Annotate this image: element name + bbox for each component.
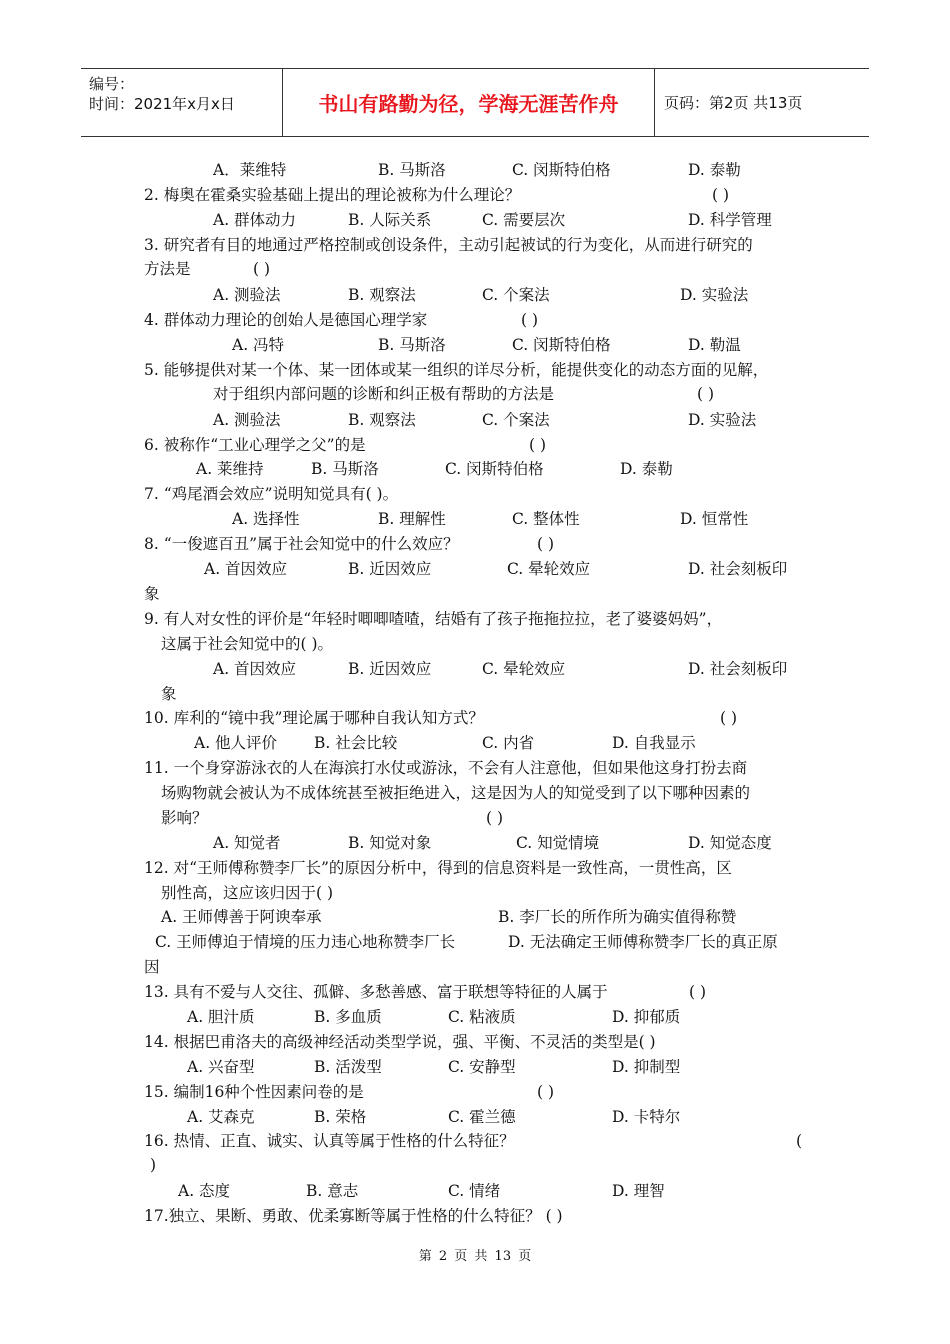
text-line: 别性高，这应该归因于( ): [161, 884, 334, 902]
text-line: 象: [144, 585, 160, 603]
text-line: D. 科学管理: [688, 211, 772, 229]
text-line: A. 莱维持: [196, 460, 264, 478]
text-line: 9. 有人对女性的评价是“年轻时唧唧喳喳，结婚有了孩子拖拖拉拉，老了婆婆妈妈”，: [144, 610, 723, 628]
text-line: 场购物就会被认为不成体统甚至被拒绝进入，这是因为人的知觉受到了以下哪种因素的: [161, 784, 751, 802]
text-line: ( ): [720, 709, 738, 727]
text-line: 5. 能够提供对某一个体、某一团体或某一组织的详尽分析，能提供变化的动态方面的见解，: [144, 361, 769, 379]
text-line: A. 首因效应: [213, 660, 297, 678]
text-line: 17.独立、果断、勇敢、优柔寡断等属于性格的什么特征？ ( ): [144, 1207, 563, 1225]
text-line: (: [796, 1132, 803, 1150]
text-line: C. 内省: [482, 734, 535, 752]
text-line: 11. 一个身穿游泳衣的人在海滨打水仗或游泳，不会有人注意他，但如果他这身打扮去商: [144, 759, 748, 777]
text-line: 3. 研究者有目的地通过严格控制或创设条件，主动引起被试的行为变化，从而进行研究的: [144, 236, 753, 254]
text-line: 16. 热情、正直、诚实、认真等属于性格的什么特征？: [144, 1132, 515, 1150]
text-line: B. 马斯洛: [311, 460, 379, 478]
text-line: A. 态度: [178, 1182, 231, 1200]
text-line: 6. 被称作“工业心理学之父”的是: [144, 436, 366, 454]
text-line: A. 首因效应: [204, 560, 288, 578]
header-meta: [81, 69, 283, 136]
text-line: 这属于社会知觉中的( )。: [161, 635, 334, 653]
text-line: A. 群体动力: [213, 211, 297, 229]
text-line: D. 卡特尔: [612, 1108, 681, 1126]
text-line: B. 人际关系: [348, 211, 432, 229]
header-motto: 书山有路勤为径，学海无涯苦作舟: [283, 69, 655, 136]
page-header: [81, 68, 869, 137]
text-line: C. 整体性: [512, 510, 580, 528]
number-label: 编号：: [89, 75, 135, 93]
text-line: A. 他人评价: [194, 734, 278, 752]
text-line: A. 胆汁质: [187, 1008, 255, 1026]
text-line: 10. 库利的“镜中我”理论属于哪种自我认知方式？: [144, 709, 484, 727]
text-line: 象: [161, 685, 177, 703]
text-line: 12. 对“王师傅称赞李厂长”的原因分析中，得到的信息资料是一致性高，一贯性高，区: [144, 859, 732, 877]
text-line: A．莱维特: [213, 161, 287, 179]
text-line: D. 知觉态度: [688, 834, 772, 852]
text-line: C. 闵斯特伯格: [512, 161, 611, 179]
text-line: C. 王师傅迫于情境的压力违心地称赞李厂长: [155, 933, 456, 951]
text-line: C. 粘液质: [448, 1008, 516, 1026]
text-line: 8. “一俊遮百丑”属于社会知觉中的什么效应？: [144, 535, 459, 553]
text-line: 对于组织内部问题的诊断和纠正极有帮助的方法是: [213, 385, 555, 403]
text-line: D. 无法确定王师傅称赞李厂长的真正原: [508, 933, 778, 951]
text-line: B. 观察法: [348, 411, 416, 429]
text-line: D. 社会刻板印: [688, 560, 788, 578]
text-line: A. 知觉者: [213, 834, 281, 852]
text-line: ( ): [697, 385, 715, 403]
text-line: C. 情绪: [448, 1182, 501, 1200]
text-line: D. 实验法: [688, 411, 757, 429]
header-page-info: 页码：第2页 共13页: [664, 94, 803, 112]
text-line: C. 闵斯特伯格: [445, 460, 544, 478]
text-line: A. 测验法: [213, 286, 281, 304]
text-line: D. 自我显示: [612, 734, 696, 752]
text-line: C. 霍兰德: [448, 1108, 516, 1126]
text-line: 2. 梅奥在霍桑实验基础上提出的理论被称为什么理论？: [144, 186, 521, 204]
text-line: 14. 根据巴甫洛夫的高级神经活动类型学说，强、平衡、不灵活的类型是( ): [144, 1033, 656, 1051]
text-line: ( ): [529, 436, 547, 454]
text-line: C. 晕轮效应: [507, 560, 591, 578]
text-line: ( ): [521, 311, 539, 329]
text-line: A. 王师傅善于阿谀奉承: [161, 908, 322, 926]
text-line: 影响？: [161, 809, 208, 827]
text-line: ( ): [537, 1083, 555, 1101]
text-line: B. 知觉对象: [348, 834, 432, 852]
text-line: B. 活泼型: [314, 1058, 382, 1076]
text-line: A. 测验法: [213, 411, 281, 429]
text-line: B. 社会比较: [314, 734, 398, 752]
text-line: ( ): [253, 260, 271, 278]
text-line: ( ): [689, 983, 707, 1001]
text-line: ): [150, 1156, 157, 1174]
text-line: B. 近因效应: [348, 560, 432, 578]
text-line: B. 荣格: [314, 1108, 367, 1126]
text-line: A. 艾森克: [187, 1108, 255, 1126]
page-footer: 第 2 页 共 13 页: [418, 1249, 532, 1264]
text-line: D. 理智: [612, 1182, 665, 1200]
text-line: C. 晕轮效应: [482, 660, 566, 678]
text-line: 4. 群体动力理论的创始人是德国心理学家: [144, 311, 428, 329]
text-line: D. 抑制型: [612, 1058, 681, 1076]
text-line: B. 理解性: [378, 510, 446, 528]
text-line: B. 近因效应: [348, 660, 432, 678]
text-line: C. 需要层次: [482, 211, 566, 229]
text-line: D. 实验法: [680, 286, 749, 304]
text-line: D. 泰勒: [620, 460, 673, 478]
text-line: B. 马斯洛: [378, 161, 446, 179]
text-line: D. 抑郁质: [612, 1008, 681, 1026]
text-line: C. 知觉情境: [516, 834, 600, 852]
text-line: C. 安静型: [448, 1058, 516, 1076]
text-line: C. 闵斯特伯格: [512, 336, 611, 354]
text-line: D. 恒常性: [680, 510, 749, 528]
text-line: D. 泰勒: [688, 161, 741, 179]
date-label: 时间：2021年x月x日: [89, 95, 235, 113]
text-line: B. 意志: [306, 1182, 359, 1200]
text-line: D. 社会刻板印: [688, 660, 788, 678]
text-line: 7. “鸡尾酒会效应”说明知觉具有( )。: [144, 485, 399, 503]
text-line: A. 冯特: [232, 336, 285, 354]
text-line: B. 多血质: [314, 1008, 382, 1026]
text-line: C. 个案法: [482, 411, 550, 429]
text-line: A. 兴奋型: [187, 1058, 255, 1076]
text-line: 方法是: [144, 260, 191, 278]
text-line: B. 观察法: [348, 286, 416, 304]
text-line: ( ): [486, 809, 504, 827]
text-line: B. 马斯洛: [378, 336, 446, 354]
text-line: ( ): [537, 535, 555, 553]
text-line: A. 选择性: [232, 510, 300, 528]
text-line: 因: [144, 958, 160, 976]
text-line: ( ): [712, 186, 730, 204]
text-line: C. 个案法: [482, 286, 550, 304]
text-line: 13. 具有不爱与人交往、孤僻、多愁善感、富于联想等特征的人属于: [144, 983, 608, 1001]
text-line: D. 勒温: [688, 336, 741, 354]
text-line: B. 李厂长的所作所为确实值得称赞: [498, 908, 737, 926]
text-line: 15. 编制16种个性因素问卷的是: [144, 1083, 364, 1101]
